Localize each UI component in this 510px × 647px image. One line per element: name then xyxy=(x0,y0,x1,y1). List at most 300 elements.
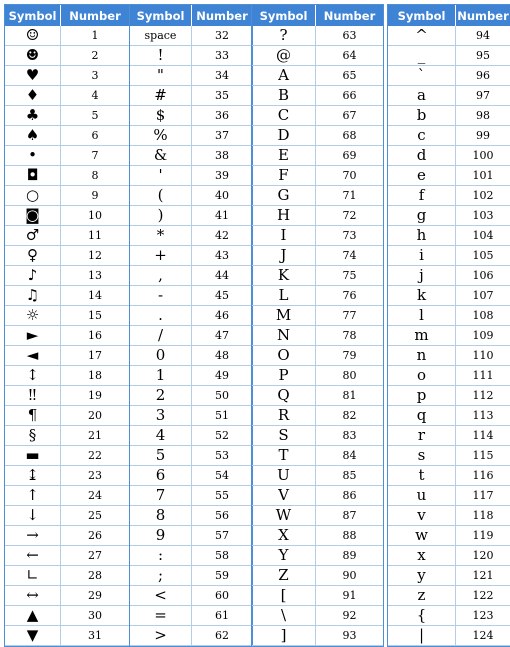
table-row xyxy=(388,126,510,146)
symbol-cell: J xyxy=(252,246,316,266)
symbol-cell: : xyxy=(130,546,192,566)
table-row xyxy=(130,166,252,186)
symbol-cell: ○ xyxy=(5,186,61,206)
symbol-cell: s xyxy=(388,446,456,466)
symbol-cell: p xyxy=(388,386,456,406)
symbol-cell: r xyxy=(388,426,456,446)
table-row xyxy=(388,266,510,286)
table-row xyxy=(5,366,129,386)
number-cell: 47 xyxy=(192,326,252,346)
symbol-cell: S xyxy=(252,426,316,446)
number-cell: 17 xyxy=(61,346,129,366)
table-row xyxy=(252,466,383,486)
table-row xyxy=(388,526,510,546)
number-cell: 31 xyxy=(61,626,129,646)
table-row xyxy=(5,546,129,566)
symbol-cell: G xyxy=(252,186,316,206)
number-cell: 6 xyxy=(61,126,129,146)
table-row xyxy=(130,366,252,386)
code-table-2 xyxy=(129,4,253,647)
number-cell: 69 xyxy=(316,146,383,166)
table-row xyxy=(5,526,129,546)
table-row xyxy=(252,266,383,286)
symbol-cell: ◘ xyxy=(5,166,61,186)
table-row xyxy=(130,86,252,106)
number-cell: 84 xyxy=(316,446,383,466)
number-cell: 116 xyxy=(456,466,510,486)
table-row xyxy=(252,386,383,406)
symbol-cell: | xyxy=(388,626,456,646)
symbol-cell: Y xyxy=(252,546,316,566)
symbol-cell: - xyxy=(130,286,192,306)
symbol-cell: l xyxy=(388,306,456,326)
table-row xyxy=(252,26,383,46)
number-cell: 5 xyxy=(61,106,129,126)
table-row xyxy=(252,526,383,546)
table-row xyxy=(130,626,252,646)
number-cell: 112 xyxy=(456,386,510,406)
table-row xyxy=(130,46,252,66)
symbol-header: Symbol xyxy=(252,5,316,26)
number-cell: 2 xyxy=(61,46,129,66)
symbol-cell: Z xyxy=(252,566,316,586)
number-cell: 57 xyxy=(192,526,252,546)
number-cell: 65 xyxy=(316,66,383,86)
table-row xyxy=(252,86,383,106)
number-cell: 51 xyxy=(192,406,252,426)
table-row xyxy=(130,386,252,406)
number-cell: 104 xyxy=(456,226,510,246)
number-cell: 7 xyxy=(61,146,129,166)
symbol-cell: ♂ xyxy=(5,226,61,246)
table-row xyxy=(5,246,129,266)
table-row xyxy=(5,406,129,426)
table-row xyxy=(5,86,129,106)
table-row xyxy=(130,426,252,446)
symbol-cell: ↓ xyxy=(5,506,61,526)
number-cell: 99 xyxy=(456,126,510,146)
number-cell: 94 xyxy=(456,26,510,46)
symbol-cell: ♫ xyxy=(5,286,61,306)
table-row xyxy=(130,186,252,206)
table-row xyxy=(388,446,510,466)
symbol-cell: " xyxy=(130,66,192,86)
number-cell: 15 xyxy=(61,306,129,326)
number-cell: 93 xyxy=(316,626,383,646)
number-cell: 86 xyxy=(316,486,383,506)
number-cell: 90 xyxy=(316,566,383,586)
number-cell: 87 xyxy=(316,506,383,526)
number-cell: 33 xyxy=(192,46,252,66)
table-row xyxy=(388,146,510,166)
number-cell: 48 xyxy=(192,346,252,366)
table-row xyxy=(388,466,510,486)
number-cell: 89 xyxy=(316,546,383,566)
number-cell: 62 xyxy=(192,626,252,646)
number-cell: 105 xyxy=(456,246,510,266)
table-row xyxy=(388,426,510,446)
table-row xyxy=(252,126,383,146)
table-row xyxy=(130,326,252,346)
number-cell: 39 xyxy=(192,166,252,186)
number-cell: 1 xyxy=(61,26,129,46)
symbol-cell: ↨ xyxy=(5,466,61,486)
table-row xyxy=(252,166,383,186)
symbol-cell: v xyxy=(388,506,456,526)
symbol-cell: ← xyxy=(5,546,61,566)
table-row xyxy=(388,566,510,586)
table-row xyxy=(5,106,129,126)
symbol-cell: % xyxy=(130,126,192,146)
symbol-cell: n xyxy=(388,346,456,366)
number-cell: 74 xyxy=(316,246,383,266)
number-cell: 121 xyxy=(456,566,510,586)
symbol-cell: ; xyxy=(130,566,192,586)
number-cell: 122 xyxy=(456,586,510,606)
table-row xyxy=(130,566,252,586)
number-cell: 8 xyxy=(61,166,129,186)
table-row xyxy=(5,226,129,246)
symbol-header: Symbol xyxy=(5,5,61,26)
number-cell: 58 xyxy=(192,546,252,566)
number-header: Number xyxy=(192,5,252,26)
table-row xyxy=(252,426,383,446)
number-cell: 67 xyxy=(316,106,383,126)
table-row xyxy=(388,586,510,606)
table-row xyxy=(5,306,129,326)
symbol-cell: N xyxy=(252,326,316,346)
number-cell: 63 xyxy=(316,26,383,46)
number-cell: 53 xyxy=(192,446,252,466)
table-row xyxy=(252,506,383,526)
number-cell: 44 xyxy=(192,266,252,286)
table-row xyxy=(5,346,129,366)
symbol-cell: → xyxy=(5,526,61,546)
number-cell: 26 xyxy=(61,526,129,546)
number-cell: 75 xyxy=(316,266,383,286)
symbol-cell: ♠ xyxy=(5,126,61,146)
number-header: Number xyxy=(456,5,510,26)
number-cell: 42 xyxy=(192,226,252,246)
number-header: Number xyxy=(316,5,383,26)
symbol-cell: M xyxy=(252,306,316,326)
table-row xyxy=(5,386,129,406)
table-row xyxy=(130,226,252,246)
number-cell: 115 xyxy=(456,446,510,466)
symbol-cell: b xyxy=(388,106,456,126)
symbol-cell: ☻ xyxy=(5,46,61,66)
symbol-cell: E xyxy=(252,146,316,166)
table-row xyxy=(388,286,510,306)
table-row xyxy=(388,246,510,266)
number-cell: 100 xyxy=(456,146,510,166)
table-row xyxy=(388,26,510,46)
table-row xyxy=(388,606,510,626)
number-cell: 68 xyxy=(316,126,383,146)
number-cell: 61 xyxy=(192,606,252,626)
symbol-cell: ↑ xyxy=(5,486,61,506)
symbol-cell: j xyxy=(388,266,456,286)
number-cell: 25 xyxy=(61,506,129,526)
table-row xyxy=(5,626,129,646)
symbol-cell: space xyxy=(130,26,192,46)
number-cell: 66 xyxy=(316,86,383,106)
number-cell: 70 xyxy=(316,166,383,186)
table-row xyxy=(130,506,252,526)
number-cell: 19 xyxy=(61,386,129,406)
symbol-cell: ♪ xyxy=(5,266,61,286)
symbol-cell: 1 xyxy=(130,366,192,386)
number-cell: 97 xyxy=(456,86,510,106)
table-row xyxy=(130,126,252,146)
symbol-cell: ↔ xyxy=(5,586,61,606)
table-row xyxy=(5,606,129,626)
table-row xyxy=(130,26,252,46)
table-row xyxy=(130,246,252,266)
number-cell: 56 xyxy=(192,506,252,526)
number-cell: 98 xyxy=(456,106,510,126)
table-row xyxy=(252,406,383,426)
symbol-cell: ◙ xyxy=(5,206,61,226)
symbol-cell: ‼ xyxy=(5,386,61,406)
number-cell: 123 xyxy=(456,606,510,626)
number-cell: 64 xyxy=(316,46,383,66)
symbol-cell: • xyxy=(5,146,61,166)
number-cell: 83 xyxy=(316,426,383,446)
symbol-cell: ` xyxy=(388,66,456,86)
table-row xyxy=(388,626,510,646)
table-row xyxy=(5,506,129,526)
table-row xyxy=(130,586,252,606)
number-cell: 27 xyxy=(61,546,129,566)
number-cell: 79 xyxy=(316,346,383,366)
symbol-cell: ♣ xyxy=(5,106,61,126)
number-cell: 23 xyxy=(61,466,129,486)
table-row xyxy=(5,206,129,226)
number-cell: 14 xyxy=(61,286,129,306)
symbol-cell: ' xyxy=(130,166,192,186)
number-cell: 92 xyxy=(316,606,383,626)
table-row xyxy=(388,366,510,386)
symbol-cell: d xyxy=(388,146,456,166)
number-cell: 34 xyxy=(192,66,252,86)
symbol-cell: ↕ xyxy=(5,366,61,386)
number-cell: 85 xyxy=(316,466,383,486)
table-row xyxy=(388,206,510,226)
number-cell: 103 xyxy=(456,206,510,226)
symbol-cell: * xyxy=(130,226,192,246)
number-cell: 114 xyxy=(456,426,510,446)
table-row xyxy=(388,186,510,206)
number-cell: 73 xyxy=(316,226,383,246)
symbol-cell: D xyxy=(252,126,316,146)
symbol-header: Symbol xyxy=(130,5,192,26)
number-cell: 54 xyxy=(192,466,252,486)
symbol-cell: w xyxy=(388,526,456,546)
symbol-cell: H xyxy=(252,206,316,226)
symbol-cell: x xyxy=(388,546,456,566)
table-row xyxy=(388,346,510,366)
number-cell: 29 xyxy=(61,586,129,606)
code-table-1 xyxy=(4,4,130,647)
symbol-cell: > xyxy=(130,626,192,646)
symbol-cell: ¶ xyxy=(5,406,61,426)
symbol-cell: { xyxy=(388,606,456,626)
symbol-cell: h xyxy=(388,226,456,246)
symbol-cell: 9 xyxy=(130,526,192,546)
number-cell: 109 xyxy=(456,326,510,346)
number-cell: 118 xyxy=(456,506,510,526)
table-row xyxy=(130,146,252,166)
number-cell: 12 xyxy=(61,246,129,266)
symbol-cell: 4 xyxy=(130,426,192,446)
symbol-cell: ! xyxy=(130,46,192,66)
number-cell: 43 xyxy=(192,246,252,266)
number-cell: 113 xyxy=(456,406,510,426)
table-row xyxy=(130,606,252,626)
number-cell: 18 xyxy=(61,366,129,386)
symbol-cell: C xyxy=(252,106,316,126)
symbol-cell: U xyxy=(252,466,316,486)
table-row xyxy=(252,446,383,466)
symbol-header: Symbol xyxy=(388,5,456,26)
symbol-cell: c xyxy=(388,126,456,146)
symbol-cell: < xyxy=(130,586,192,606)
table-row xyxy=(388,86,510,106)
table-row xyxy=(388,386,510,406)
number-cell: 101 xyxy=(456,166,510,186)
symbol-cell: z xyxy=(388,586,456,606)
number-header: Number xyxy=(61,5,129,26)
number-cell: 52 xyxy=(192,426,252,446)
symbol-cell: ◄ xyxy=(5,346,61,366)
table-row xyxy=(252,546,383,566)
symbol-cell: ( xyxy=(130,186,192,206)
table-row xyxy=(252,46,383,66)
number-cell: 60 xyxy=(192,586,252,606)
number-cell: 88 xyxy=(316,526,383,546)
number-cell: 40 xyxy=(192,186,252,206)
symbol-cell: ∟ xyxy=(5,566,61,586)
table-row xyxy=(252,486,383,506)
symbol-cell: Q xyxy=(252,386,316,406)
symbol-cell: 0 xyxy=(130,346,192,366)
symbol-cell: ♀ xyxy=(5,246,61,266)
number-cell: 80 xyxy=(316,366,383,386)
number-cell: 37 xyxy=(192,126,252,146)
number-cell: 41 xyxy=(192,206,252,226)
table-row xyxy=(388,106,510,126)
table-row xyxy=(252,146,383,166)
symbol-cell: f xyxy=(388,186,456,206)
number-cell: 117 xyxy=(456,486,510,506)
symbol-cell: K xyxy=(252,266,316,286)
number-cell: 96 xyxy=(456,66,510,86)
symbol-cell: o xyxy=(388,366,456,386)
symbol-cell: @ xyxy=(252,46,316,66)
table-row xyxy=(5,186,129,206)
symbol-cell: k xyxy=(388,286,456,306)
symbol-cell: ^ xyxy=(388,26,456,46)
table-row xyxy=(252,206,383,226)
code-table-4 xyxy=(387,4,510,647)
table-row xyxy=(388,306,510,326)
symbol-cell: e xyxy=(388,166,456,186)
number-cell: 10 xyxy=(61,206,129,226)
table-row xyxy=(130,286,252,306)
table-row xyxy=(252,186,383,206)
table-row xyxy=(252,366,383,386)
symbol-cell: ♥ xyxy=(5,66,61,86)
table-row xyxy=(5,126,129,146)
symbol-cell: P xyxy=(252,366,316,386)
symbol-cell: ? xyxy=(252,26,316,46)
number-cell: 77 xyxy=(316,306,383,326)
symbol-cell: L xyxy=(252,286,316,306)
symbol-cell: ) xyxy=(130,206,192,226)
table-row xyxy=(130,466,252,486)
table-row xyxy=(252,106,383,126)
number-cell: 46 xyxy=(192,306,252,326)
number-cell: 81 xyxy=(316,386,383,406)
table-row xyxy=(5,486,129,506)
number-cell: 32 xyxy=(192,26,252,46)
symbol-cell: I xyxy=(252,226,316,246)
symbol-cell: 6 xyxy=(130,466,192,486)
table-row xyxy=(130,206,252,226)
number-cell: 107 xyxy=(456,286,510,306)
number-cell: 108 xyxy=(456,306,510,326)
symbol-cell: ▬ xyxy=(5,446,61,466)
symbol-cell: 3 xyxy=(130,406,192,426)
number-cell: 49 xyxy=(192,366,252,386)
table-row xyxy=(5,146,129,166)
number-cell: 9 xyxy=(61,186,129,206)
symbol-cell: X xyxy=(252,526,316,546)
symbol-cell: V xyxy=(252,486,316,506)
code-table-3 xyxy=(251,4,384,647)
symbol-cell: ] xyxy=(252,626,316,646)
table-row xyxy=(5,26,129,46)
table-row xyxy=(252,226,383,246)
number-cell: 45 xyxy=(192,286,252,306)
table-row xyxy=(388,326,510,346)
table-row xyxy=(388,486,510,506)
table-row xyxy=(5,166,129,186)
table-row xyxy=(5,46,129,66)
number-cell: 38 xyxy=(192,146,252,166)
table-row xyxy=(130,266,252,286)
table-row xyxy=(388,46,510,66)
number-cell: 71 xyxy=(316,186,383,206)
table-row xyxy=(130,446,252,466)
header-row xyxy=(5,5,129,26)
symbol-cell: ☺ xyxy=(5,26,61,46)
symbol-cell: u xyxy=(388,486,456,506)
number-cell: 106 xyxy=(456,266,510,286)
number-cell: 11 xyxy=(61,226,129,246)
symbol-cell: / xyxy=(130,326,192,346)
table-row xyxy=(5,586,129,606)
symbol-cell: . xyxy=(130,306,192,326)
symbol-cell: i xyxy=(388,246,456,266)
symbol-cell: , xyxy=(130,266,192,286)
symbol-cell: ► xyxy=(5,326,61,346)
table-row xyxy=(130,106,252,126)
header-row xyxy=(388,5,510,26)
table-row xyxy=(5,326,129,346)
table-row xyxy=(252,626,383,646)
